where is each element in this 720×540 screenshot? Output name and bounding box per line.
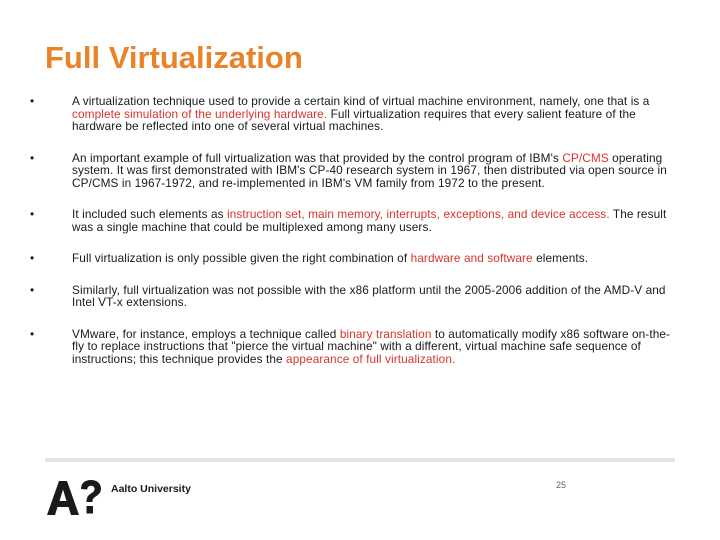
highlighted-text: appearance of full virtualization. [286, 351, 456, 366]
aalto-logo-icon [45, 479, 105, 517]
bullet-text: VMware, for instance, employs a technique called [72, 326, 340, 341]
bullet-text: An important example of full virtualization was that provided by the control program of IBM's [72, 150, 563, 165]
bullet-marker: • [30, 282, 35, 297]
page-number: 25 [556, 480, 567, 490]
bullet-item [30, 252, 680, 265]
bullet-marker: • [30, 94, 35, 108]
bullet-item [30, 208, 680, 233]
highlighted-text: binary translation [339, 326, 432, 341]
bullet-item [30, 152, 680, 190]
bullet-text: It included such elements as [72, 207, 228, 221]
bullet-text: A virtualization technique used to provide a certain kind of virtual machine environment, namely, one that is a [72, 94, 650, 108]
highlighted-text: instruction set, main memory, interrupts, exceptions, and device access. [227, 207, 610, 221]
bullet-text: Full virtualization is only possible given the right combination of [72, 251, 411, 265]
bullet-list [30, 95, 680, 365]
bullet-text: Similarly, full virtualization was not possible with the x86 platform until the 2005-2006 addition of the AMD-V and Intel VT-x extensions. [72, 282, 666, 309]
logo-text: Aalto University [111, 483, 191, 495]
bullet-item [30, 95, 680, 133]
bullet-item [30, 284, 680, 309]
bullet-text: The result was a single machine that could be multiplexed among many users. [72, 207, 667, 234]
aalto-logo [45, 478, 191, 518]
highlighted-text: hardware and software [410, 251, 533, 265]
bullet-text: elements. [532, 251, 589, 265]
slide-title: Full Virtualization [45, 40, 303, 75]
highlighted-text: complete simulation of the underlying hardware. [72, 106, 328, 121]
bullet-marker: • [30, 207, 35, 221]
highlighted-text: CP/CMS [562, 150, 609, 165]
bullet-marker: • [30, 326, 35, 341]
bullet-text: Full virtualization requires that every salient feature of the hardware be reflected into one of several virtual machines. [72, 106, 636, 133]
bullet-text: operating system. It was first demonstrated with IBM's CP-40 research system in 1967, then distributed via open source in CP/CMS in 1967-1972, and re-implemented in IBM's VM family from 1972 to the present. [72, 150, 667, 190]
bullet-item [30, 328, 680, 366]
footer-divider [45, 458, 675, 462]
bullet-marker: • [30, 251, 35, 265]
bullet-text: to automatically modify x86 software on-the-fly to replace instructions that "pierce the virtual machine" with a different, virtual machine safe sequence of instructions; this technique provides the [72, 326, 671, 366]
bullet-marker: • [30, 150, 35, 165]
